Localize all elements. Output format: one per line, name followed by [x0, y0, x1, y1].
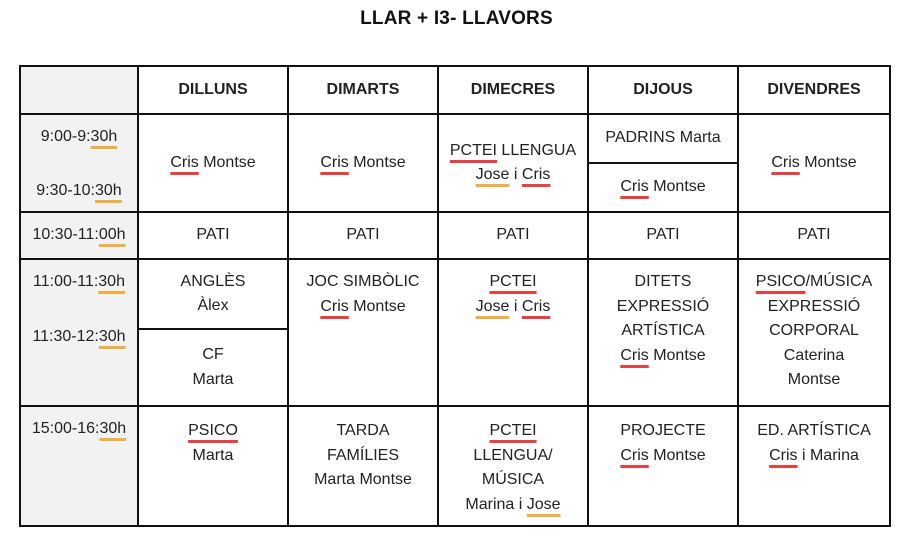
day-header: DIVENDRES	[738, 66, 890, 114]
schedule-cell: PROJECTE Cris Montse	[588, 406, 738, 526]
table-row	[20, 406, 890, 526]
time-label: 9:00-9:30h	[40, 128, 118, 145]
time-cell	[20, 114, 138, 212]
schedule-cell: Cris Montse	[738, 114, 890, 212]
schedule-cell: PATI	[588, 212, 738, 259]
schedule-table	[19, 65, 891, 527]
schedule-subcell: Cris Montse	[620, 178, 706, 196]
time-cell	[20, 259, 138, 406]
day-header: DIMARTS	[288, 66, 438, 114]
day-header: DIMECRES	[438, 66, 588, 114]
schedule-cell: PATI	[738, 212, 890, 259]
schedule-cell: DITETS EXPRESSIÓ ARTÍSTICA Cris Montse	[588, 259, 738, 406]
time-label: 11:00-11:30h	[33, 273, 125, 290]
schedule-cell: Cris Montse	[288, 114, 438, 212]
header-row	[20, 66, 890, 114]
schedule-cell-split	[138, 259, 288, 406]
schedule-cell: PSICO Marta	[138, 406, 288, 526]
schedule-cell: PSICO/MÚSICA EXPRESSIÓ CORPORAL Caterina Montse	[738, 259, 890, 406]
time-cell: 10:30-11:00h	[20, 212, 138, 259]
schedule-subcell: PADRINS Marta	[589, 115, 737, 164]
time-label: 9:30-10:30h	[36, 182, 122, 199]
time-cell	[20, 406, 138, 526]
schedule-subcell: ANGLÈS Àlex	[139, 260, 287, 330]
schedule-cell: TARDA FAMÍLIES Marta Montse	[288, 406, 438, 526]
day-header: DILLUNS	[138, 66, 288, 114]
table-row	[20, 259, 890, 406]
corner-cell	[20, 66, 138, 114]
time-label: 15:00-16:30h	[31, 420, 127, 437]
day-header: DIJOUS	[588, 66, 738, 114]
schedule-cell: PCTEI LLENGUA Jose i Cris	[438, 114, 588, 212]
page-title: LLAR + I3- LLAVORS	[360, 8, 553, 29]
schedule-cell: ED. ARTÍSTICA Cris i Marina	[738, 406, 890, 526]
table-row	[20, 114, 890, 212]
schedule-cell: PCTEI Jose i Cris	[438, 259, 588, 406]
schedule-cell: JOC SIMBÒLIC Cris Montse	[288, 259, 438, 406]
schedule-cell: Cris Montse	[138, 114, 288, 212]
time-label: 11:30-12:30h	[32, 328, 126, 345]
schedule-cell: PATI	[288, 212, 438, 259]
schedule-cell: PCTEI LLENGUA/ MÚSICA Marina i Jose	[438, 406, 588, 526]
schedule-cell: PATI	[138, 212, 288, 259]
schedule-cell: PATI	[438, 212, 588, 259]
schedule-cell-split	[588, 114, 738, 212]
table-row	[20, 212, 890, 259]
schedule-subcell: CF Marta	[192, 346, 234, 388]
